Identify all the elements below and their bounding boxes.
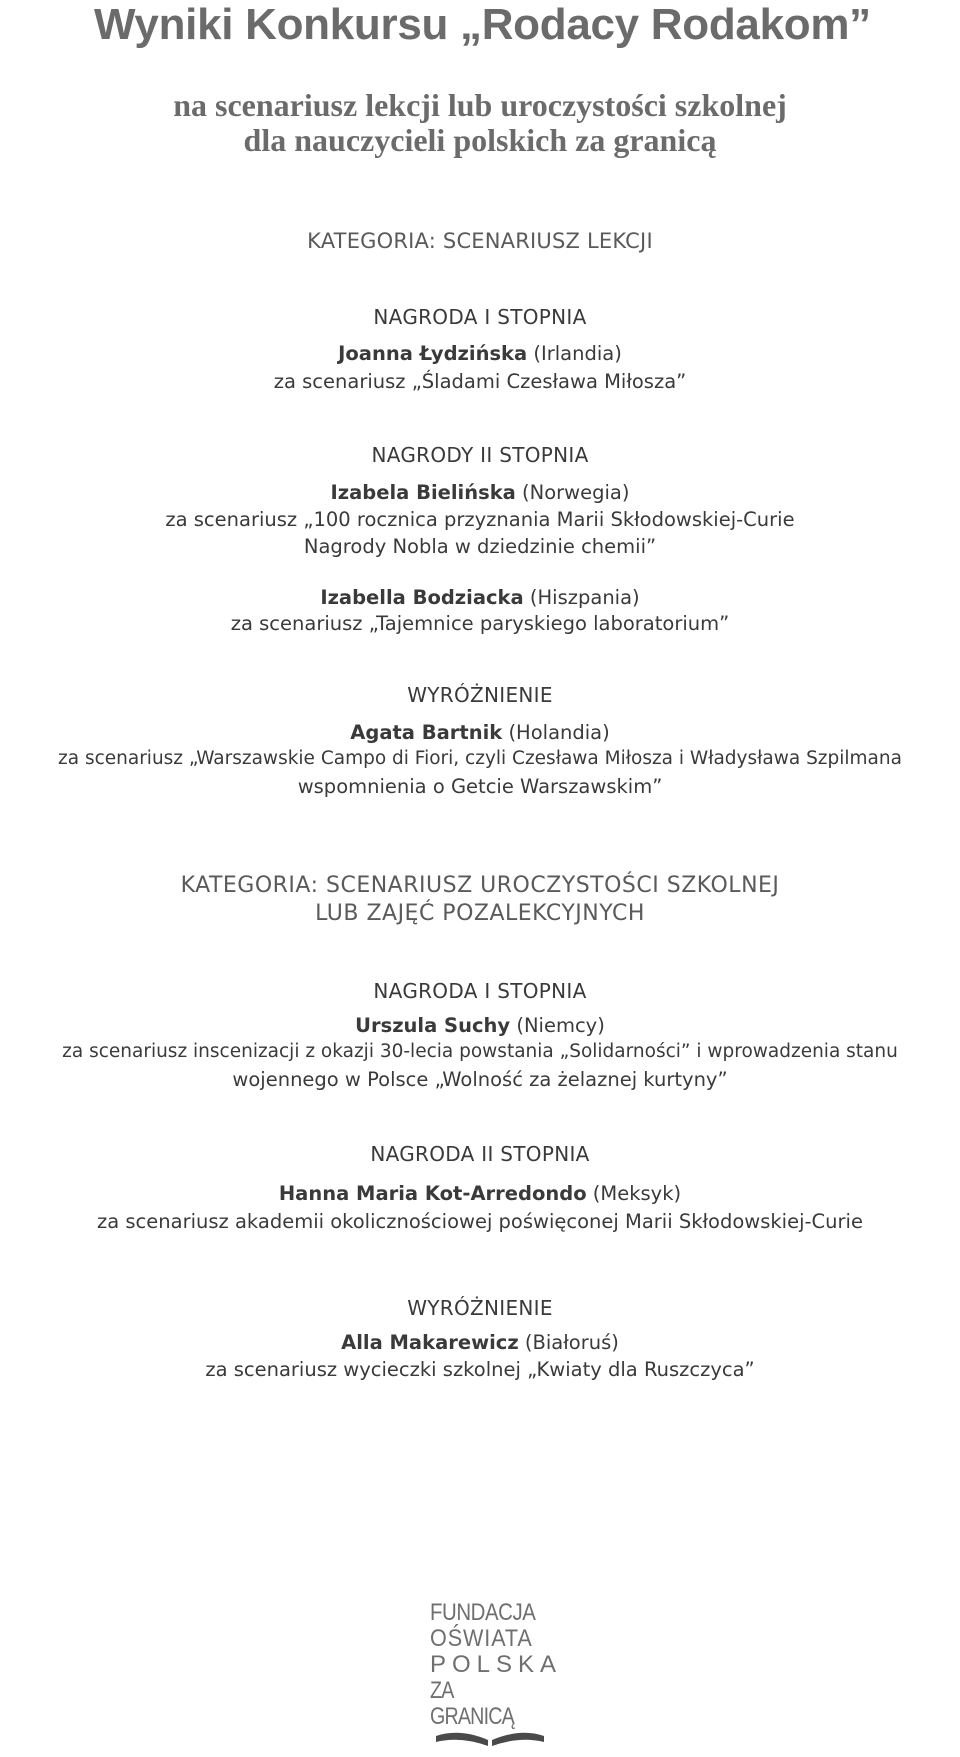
winner-line xyxy=(0,1182,960,1205)
winner-name: Urszula Suchy xyxy=(355,1014,511,1037)
winner-work: za scenariusz „100 rocznica przyznania Marii Skłodowskiej-Curie xyxy=(165,508,795,531)
award-heading: NAGRODA I STOPNIA xyxy=(373,979,587,1003)
winner-country: (Norwegia) xyxy=(515,481,630,504)
subtitle-line-2: dla nauczycieli polskich za granicą xyxy=(243,122,717,158)
winner-work: za scenariusz inscenizacji z okazji 30-lecia powstania „Solidarności” i wprowadzenia stanu xyxy=(62,1041,898,1062)
category-heading: KATEGORIA: SCENARIUSZ LEKCJI xyxy=(307,229,653,253)
award-heading: NAGRODA I STOPNIA xyxy=(373,305,587,329)
winner-work: za scenariusz akademii okolicznościowej poświęconej Marii Skłodowskiej-Curie xyxy=(97,1210,863,1233)
winner-name: Izabella Bodziacka xyxy=(320,586,524,609)
subtitle-line-1: na scenariusz lekcji lub uroczystości szkolnej xyxy=(173,87,787,123)
winner-country: (Białoruś) xyxy=(518,1331,619,1354)
category-heading: LUB ZAJĘĆ POZALEKCYJNYCH xyxy=(315,901,645,926)
winner-line xyxy=(0,586,960,609)
winner-work: za scenariusz „Śladami Czesława Miłosza” xyxy=(273,370,687,393)
winner-work: za scenariusz „Warszawskie Campo di Fiori, czyli Czesława Miłosza i Władysława Szpilmana xyxy=(58,748,902,769)
winner-country: (Niemcy) xyxy=(510,1014,605,1037)
award-heading: NAGRODA II STOPNIA xyxy=(370,1142,590,1166)
winner-country: (Hiszpania) xyxy=(523,586,640,609)
winner-country: (Meksyk) xyxy=(586,1182,682,1205)
award-heading: NAGRODY II STOPNIA xyxy=(371,443,589,467)
open-book-icon xyxy=(430,1730,550,1752)
logo-line-2: OŚWIATA xyxy=(430,1625,533,1652)
foundation-logo xyxy=(430,1599,563,1757)
winner-country: (Irlandia) xyxy=(527,342,622,365)
page-title: Wyniki Konkursu „Rodacy Rodakom” xyxy=(94,0,871,49)
logo-line-1: FUNDACJA xyxy=(430,1599,536,1626)
category-heading: KATEGORIA: SCENARIUSZ UROCZYSTOŚCI SZKOLNEJ xyxy=(180,873,780,898)
award-heading: WYRÓŻNIENIE xyxy=(407,683,553,707)
award-heading: WYRÓŻNIENIE xyxy=(407,1296,553,1320)
winner-work: Nagrody Nobla w dziedzinie chemii” xyxy=(303,535,657,558)
winner-name: Alla Makarewicz xyxy=(341,1331,519,1354)
winner-line xyxy=(0,1331,960,1354)
winner-line xyxy=(0,721,960,744)
winner-name: Izabela Bielińska xyxy=(330,481,516,504)
winner-work: za scenariusz „Tajemnice paryskiego laboratorium” xyxy=(230,612,730,635)
winner-line xyxy=(0,481,960,504)
winner-work: wojennego w Polsce „Wolność za żelaznej kurtyny” xyxy=(232,1068,728,1091)
winner-country: (Holandia) xyxy=(502,721,610,744)
logo-line-4: ZA GRANICĄ xyxy=(430,1677,514,1730)
winner-line xyxy=(0,1014,960,1037)
winner-line xyxy=(0,342,960,365)
winner-name: Agata Bartnik xyxy=(350,721,503,744)
logo-line-3: POLSKA xyxy=(430,1651,563,1678)
winner-work: wspomnienia o Getcie Warszawskim” xyxy=(297,775,663,798)
winner-name: Hanna Maria Kot-Arredondo xyxy=(278,1182,587,1205)
winner-work: za scenariusz wycieczki szkolnej „Kwiaty dla Ruszczyca” xyxy=(205,1358,755,1381)
winner-name: Joanna Łydzińska xyxy=(338,342,528,365)
